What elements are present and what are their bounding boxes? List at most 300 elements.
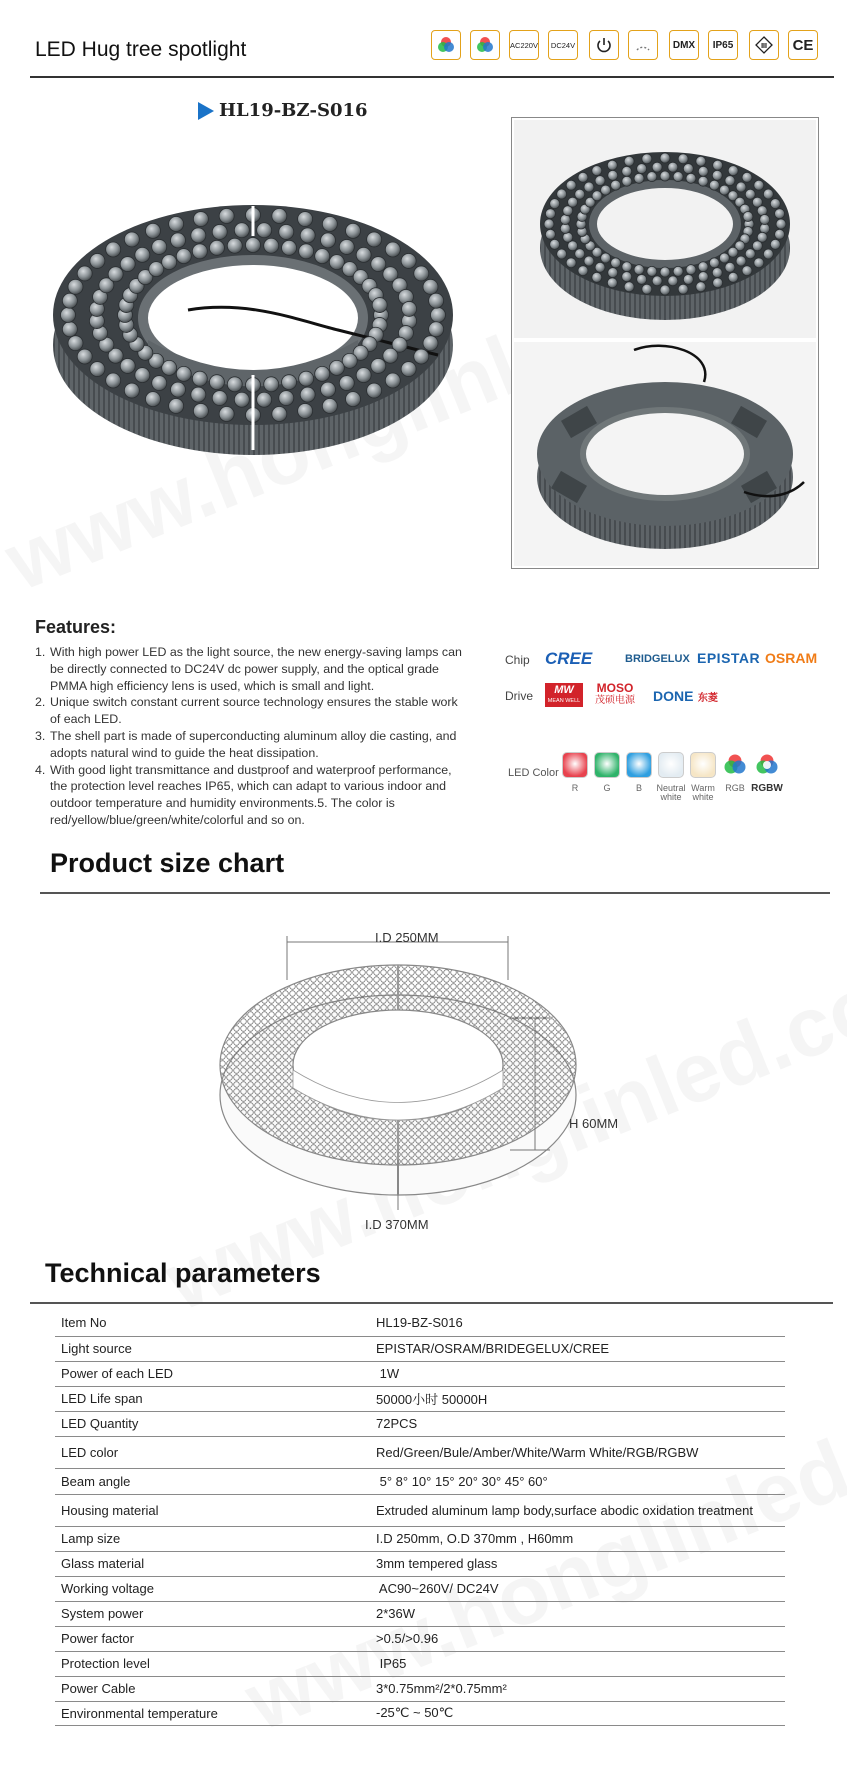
led-lens: [642, 154, 652, 164]
play-arrow-icon: [198, 102, 214, 120]
led-lens: [557, 189, 567, 199]
led-lens: [135, 368, 150, 383]
led-lens: [698, 262, 708, 272]
meanwell-name: MEAN WELL: [547, 698, 581, 704]
led-lens: [90, 362, 105, 377]
led-lens: [713, 160, 723, 170]
led-lens: [575, 249, 585, 259]
led-lens: [776, 219, 786, 229]
led-lens: [61, 308, 76, 323]
led-lens: [385, 373, 400, 388]
led-lens: [209, 240, 224, 255]
size-drawing: [205, 920, 635, 1220]
dmx-icon: DMX: [669, 30, 699, 60]
led-lens: [652, 276, 662, 286]
led-lens: [698, 166, 708, 176]
led-lens: [234, 223, 249, 238]
led-lens: [770, 199, 780, 209]
param-key: Power factor: [55, 1626, 376, 1651]
param-key: Lamp size: [55, 1526, 376, 1551]
led-lens: [622, 262, 632, 272]
led-lens: [545, 229, 555, 239]
led-lens: [660, 285, 670, 295]
led-lens: [622, 272, 632, 282]
led-lens: [152, 239, 167, 254]
led-lens: [299, 244, 314, 259]
led-lens: [566, 258, 576, 268]
led-lens: [595, 176, 605, 186]
ac220v-icon: AC220V: [509, 30, 539, 60]
color-swatch-warm-white: [690, 752, 716, 778]
led-lens: [298, 403, 313, 418]
led-lens: [595, 262, 605, 272]
led-lens: [429, 322, 444, 337]
led-lens: [367, 383, 382, 398]
done-logo: [653, 688, 718, 706]
model-number: HL19-BZ-S016: [219, 100, 368, 121]
led-lens: [219, 406, 234, 421]
led-lens: [763, 189, 773, 199]
led-lens: [385, 242, 400, 257]
outer-diameter-label: I.D 370MM: [365, 1217, 429, 1232]
led-lens: [566, 180, 576, 190]
feature-item: [35, 644, 465, 694]
led-lens: [169, 217, 184, 232]
led-lens: [321, 233, 336, 248]
led-lens: [622, 176, 632, 186]
param-value: 72PCS: [376, 1411, 785, 1436]
led-lens: [624, 156, 634, 166]
led-lens: [193, 403, 208, 418]
moso-name: 茂硕电源: [595, 695, 635, 706]
param-key: Environmental temperature: [55, 1701, 376, 1725]
led-lens: [725, 176, 735, 186]
led-lens: [346, 392, 361, 407]
led-lens: [728, 166, 738, 176]
color-swatch-label: G: [603, 783, 611, 793]
led-lens: [652, 162, 662, 172]
meanwell-logo: [545, 683, 583, 707]
feature-number: 3.: [35, 728, 46, 743]
led-lens: [584, 182, 594, 192]
led-lens: [431, 308, 446, 323]
color-swatch-label: B: [635, 783, 642, 793]
page-title: LED Hug tree spotlight: [35, 38, 247, 61]
led-lens: [315, 366, 330, 381]
feature-number: 4.: [35, 762, 46, 777]
led-lens: [752, 241, 762, 251]
led-lens: [736, 182, 746, 192]
led-lens: [279, 224, 294, 239]
led-lens: [637, 164, 647, 174]
param-key: Beam angle: [55, 1468, 376, 1494]
led-lens: [169, 398, 184, 413]
table-row: [55, 1309, 785, 1336]
feature-item: [35, 694, 465, 728]
multicolor-icon: [470, 30, 500, 60]
led-lens: [668, 162, 678, 172]
led-lens: [176, 249, 191, 264]
led-lens: [322, 398, 337, 413]
features-list: [35, 644, 465, 829]
led-lens: [601, 185, 611, 195]
led-lens: [578, 266, 588, 276]
ip65-icon: IP65: [708, 30, 738, 60]
product-photo-back-view: [514, 342, 816, 566]
led-lens: [608, 170, 618, 180]
led-lens: [371, 358, 386, 373]
led-lens: [544, 219, 554, 229]
features-title: Features:: [35, 617, 117, 637]
led-lens: [647, 266, 657, 276]
param-value: 1W: [376, 1361, 785, 1386]
led-lens: [637, 274, 647, 284]
table-row: [55, 1576, 785, 1601]
led-lens: [622, 166, 632, 176]
led-lens: [757, 206, 767, 216]
led-lens: [298, 212, 313, 227]
led-lens: [745, 249, 755, 259]
param-key: Power Cable: [55, 1676, 376, 1701]
led-lens: [120, 257, 135, 272]
led-lens: [300, 228, 315, 243]
product-photo-top-view: [514, 120, 816, 338]
height-label: H 60MM: [569, 1116, 619, 1131]
led-lens: [728, 272, 738, 282]
led-lens: [192, 244, 207, 259]
led-lens: [678, 284, 688, 294]
led-lens: [299, 371, 314, 386]
led-lens: [673, 266, 683, 276]
table-row: [55, 1526, 785, 1551]
led-lens: [402, 301, 417, 316]
led-lens: [193, 212, 208, 227]
led-lens: [578, 172, 588, 182]
led-lens: [272, 209, 287, 224]
color-swatch-label: R: [571, 783, 579, 793]
led-lens: [557, 249, 567, 259]
param-value: I.D 250mm, O.D 370mm , H60mm: [376, 1526, 785, 1551]
led-lens: [698, 176, 708, 186]
param-value: -25℃ ~ 50℃: [376, 1701, 785, 1725]
feature-number: 2.: [35, 695, 46, 710]
led-lens: [696, 156, 706, 166]
led-lens: [683, 164, 693, 174]
led-lens: [108, 267, 123, 282]
led-lens: [209, 375, 224, 390]
led-lens: [315, 249, 330, 264]
led-lens: [601, 253, 611, 263]
led-lens: [124, 232, 139, 247]
led-lens: [736, 256, 746, 266]
led-lens: [660, 153, 670, 163]
led-lens: [624, 282, 634, 292]
led-lens: [760, 215, 770, 225]
led-lens: [560, 223, 570, 233]
led-lens: [584, 256, 594, 266]
led-lens: [592, 166, 602, 176]
color-swatch-b: [626, 752, 652, 778]
led-lens: [660, 267, 670, 277]
led-lens: [234, 392, 249, 407]
param-value: 3mm tempered glass: [376, 1551, 785, 1576]
table-row: [55, 1468, 785, 1494]
moso-mark: MOSO: [596, 681, 634, 695]
led-lens: [321, 382, 336, 397]
led-lens: [77, 266, 92, 281]
led-lens: [367, 232, 382, 247]
led-lens: [686, 173, 696, 183]
color-swatch-label: Warm white: [691, 783, 715, 802]
led-lens: [106, 242, 121, 257]
led-lens: [371, 257, 386, 272]
dc24v-icon: DC24V: [548, 30, 578, 60]
led-lens: [192, 371, 207, 386]
led-lens: [272, 406, 287, 421]
led-lens: [575, 189, 585, 199]
table-row: [55, 1701, 785, 1725]
svg-text:III: III: [761, 43, 767, 50]
led-lens: [264, 238, 279, 253]
led-lens: [423, 336, 438, 351]
led-lens: [68, 279, 83, 294]
led-lens: [191, 387, 206, 402]
led-lens: [550, 239, 560, 249]
led-lens: [611, 180, 621, 190]
led-lens: [709, 258, 719, 268]
color-swatch-rgbw: [754, 752, 780, 778]
table-row: [55, 1361, 785, 1386]
led-lens: [592, 191, 602, 201]
led-lens: [563, 232, 573, 242]
led-lens: [401, 362, 416, 377]
led-lens: [728, 247, 738, 257]
led-lens: [282, 375, 297, 390]
color-swatch-label: Neutral white: [656, 783, 686, 802]
feature-text: With high power LED as the light source, the new energy-saving lamps can be directly connected to DC24V dc power supply, and the optical grade PMMA high efficiency lens is used, which is small and light.: [50, 645, 462, 693]
led-lens: [709, 180, 719, 190]
param-key: Working voltage: [55, 1576, 376, 1601]
table-row: [55, 1651, 785, 1676]
tech-params-divider: [30, 1302, 833, 1304]
led-lens: [219, 209, 234, 224]
led-lens: [560, 215, 570, 225]
feature-number: 1.: [35, 645, 46, 659]
led-lens: [212, 391, 227, 406]
led-lens: [775, 209, 785, 219]
led-lens: [607, 278, 617, 288]
led-lens: [176, 366, 191, 381]
drive-label: Drive: [505, 689, 534, 703]
led-lens: [668, 276, 678, 286]
cree-logo: CREE: [545, 649, 593, 668]
param-value: Extruded aluminum lamp body,surface abodic oxidation treatment: [376, 1494, 785, 1526]
epistar-logo: EPISTAR: [697, 650, 761, 666]
table-row: [55, 1411, 785, 1436]
led-lens: [770, 239, 780, 249]
led-lens: [90, 253, 105, 268]
moso-logo: [595, 682, 635, 707]
led-lens: [162, 255, 177, 270]
param-value: 3*0.75mm²/2*0.75mm²: [376, 1676, 785, 1701]
feature-text: With good light transmittance and dustproof and waterproof performance, the protection level reaches IP65, which can adapt to various indoor and outdoor temperature and humidity environments.5. The color is red/yellow/blue/green/white/colorful and so on.: [50, 762, 452, 827]
param-value: AC90~260V/ DC24V: [376, 1576, 785, 1601]
feature-item: [35, 762, 465, 829]
led-lens: [754, 258, 764, 268]
param-key: Item No: [55, 1309, 376, 1336]
done-name: 东菱: [697, 693, 718, 704]
led-lens: [763, 249, 773, 259]
param-key: LED Quantity: [55, 1411, 376, 1436]
table-row: [55, 1676, 785, 1701]
tech-params-title: Technical parameters: [45, 1258, 321, 1288]
led-lens: [356, 247, 371, 262]
led-lens: [712, 268, 722, 278]
tech-params-table: [55, 1309, 785, 1726]
param-value: 5° 8° 10° 15° 20° 30° 45° 60°: [376, 1468, 785, 1494]
led-lens: [742, 172, 752, 182]
led-lens: [568, 197, 578, 207]
led-lens: [423, 279, 438, 294]
color-swatch-label: RGB: [725, 783, 745, 793]
bridgelux-logo: BRIDGELUX: [625, 653, 690, 665]
led-lens: [339, 239, 354, 254]
meanwell-mark: MW: [554, 684, 574, 696]
led-lens: [754, 180, 764, 190]
param-key: Protection level: [55, 1651, 376, 1676]
led-lens: [212, 224, 227, 239]
param-key: LED color: [55, 1436, 376, 1468]
class-iii-icon: [749, 30, 779, 60]
led-lens: [120, 358, 135, 373]
led-lens: [346, 223, 361, 238]
table-row: [55, 1386, 785, 1411]
led-lens: [62, 322, 77, 337]
led-lens: [719, 185, 729, 195]
table-row: [55, 1436, 785, 1468]
chip-label: Chip: [505, 653, 530, 667]
led-lens: [550, 199, 560, 209]
led-lens: [743, 211, 753, 221]
led-lens: [429, 293, 444, 308]
param-value: IP65: [376, 1651, 785, 1676]
feature-text: The shell part is made of superconducting aluminum alloy die casting, and adopts natural wind to guide the heat dissipation.: [50, 728, 457, 760]
led-lens: [775, 229, 785, 239]
param-value: Red/Green/Bule/Amber/White/Warm White/RGB/RGBW: [376, 1436, 785, 1468]
led-lens: [356, 368, 371, 383]
led-lens: [106, 373, 121, 388]
feature-text: Unique switch constant current source technology ensures the stable work of each LED.: [50, 695, 458, 727]
led-lens: [372, 298, 387, 313]
led-lens: [264, 377, 279, 392]
led-lens: [611, 258, 621, 268]
param-key: Glass material: [55, 1551, 376, 1576]
led-lens: [170, 233, 185, 248]
color-swatch-r: [562, 752, 588, 778]
param-key: System power: [55, 1601, 376, 1626]
product-photo-main: [38, 180, 478, 480]
param-value: HL19-BZ-S016: [376, 1309, 785, 1336]
done-mark: DONE: [653, 688, 694, 704]
color-swatch-neutral-white: [658, 752, 684, 778]
led-lens: [698, 272, 708, 282]
led-lens: [152, 376, 167, 391]
led-lens: [719, 253, 729, 263]
led-lens: [191, 228, 206, 243]
led-lens: [257, 392, 272, 407]
feature-item: [35, 728, 465, 762]
param-value: 50000小时 50000H: [376, 1386, 785, 1411]
led-lens: [608, 268, 618, 278]
power-icon: [589, 30, 619, 60]
led-lens: [401, 253, 416, 268]
osram-logo: OSRAM: [765, 650, 818, 666]
led-lens: [647, 172, 657, 182]
led-lens: [725, 262, 735, 272]
param-key: LED Life span: [55, 1386, 376, 1411]
led-lens: [227, 377, 242, 392]
led-lens: [282, 240, 297, 255]
led-lens: [227, 238, 242, 253]
inner-diameter-label: I.D 250MM: [375, 930, 439, 945]
size-chart-title: Product size chart: [50, 848, 285, 878]
led-lens: [696, 282, 706, 292]
led-lens: [712, 170, 722, 180]
rgb-color-icon: [431, 30, 461, 60]
led-color-label: LED Color: [508, 767, 559, 779]
led-lens: [124, 383, 139, 398]
param-value: 2*36W: [376, 1601, 785, 1626]
led-lens: [414, 349, 429, 364]
led-lens: [745, 189, 755, 199]
led-lens: [642, 284, 652, 294]
size-chart-divider: [40, 892, 830, 894]
color-swatch-rgb: [722, 752, 748, 778]
header-divider: [30, 76, 834, 78]
led-lens: [414, 266, 429, 281]
led-lens: [760, 223, 770, 233]
led-lens: [634, 173, 644, 183]
led-lens: [383, 348, 398, 363]
led-lens: [68, 336, 83, 351]
led-lens: [678, 154, 688, 164]
led-lens: [300, 387, 315, 402]
led-lens: [77, 349, 92, 364]
param-value: >0.5/>0.96: [376, 1626, 785, 1651]
param-value: EPISTAR/OSRAM/BRIDEGELUX/CREE: [376, 1336, 785, 1361]
led-lens: [279, 391, 294, 406]
param-key: Light source: [55, 1336, 376, 1361]
color-swatch-label: RGBW: [751, 783, 783, 794]
led-lens: [742, 266, 752, 276]
led-lens: [592, 272, 602, 282]
table-row: [55, 1601, 785, 1626]
led-lens: [246, 238, 261, 253]
led-lens: [634, 265, 644, 275]
param-key: Housing material: [55, 1494, 376, 1526]
led-lens: [135, 247, 150, 262]
color-swatch-g: [594, 752, 620, 778]
ce-icon: CE: [788, 30, 818, 60]
led-lens: [339, 376, 354, 391]
led-lens: [660, 171, 670, 181]
led-lens: [329, 360, 344, 375]
led-lens: [62, 293, 77, 308]
led-lens: [673, 172, 683, 182]
table-row: [55, 1551, 785, 1576]
led-lens: [170, 382, 185, 397]
led-lens: [713, 278, 723, 288]
